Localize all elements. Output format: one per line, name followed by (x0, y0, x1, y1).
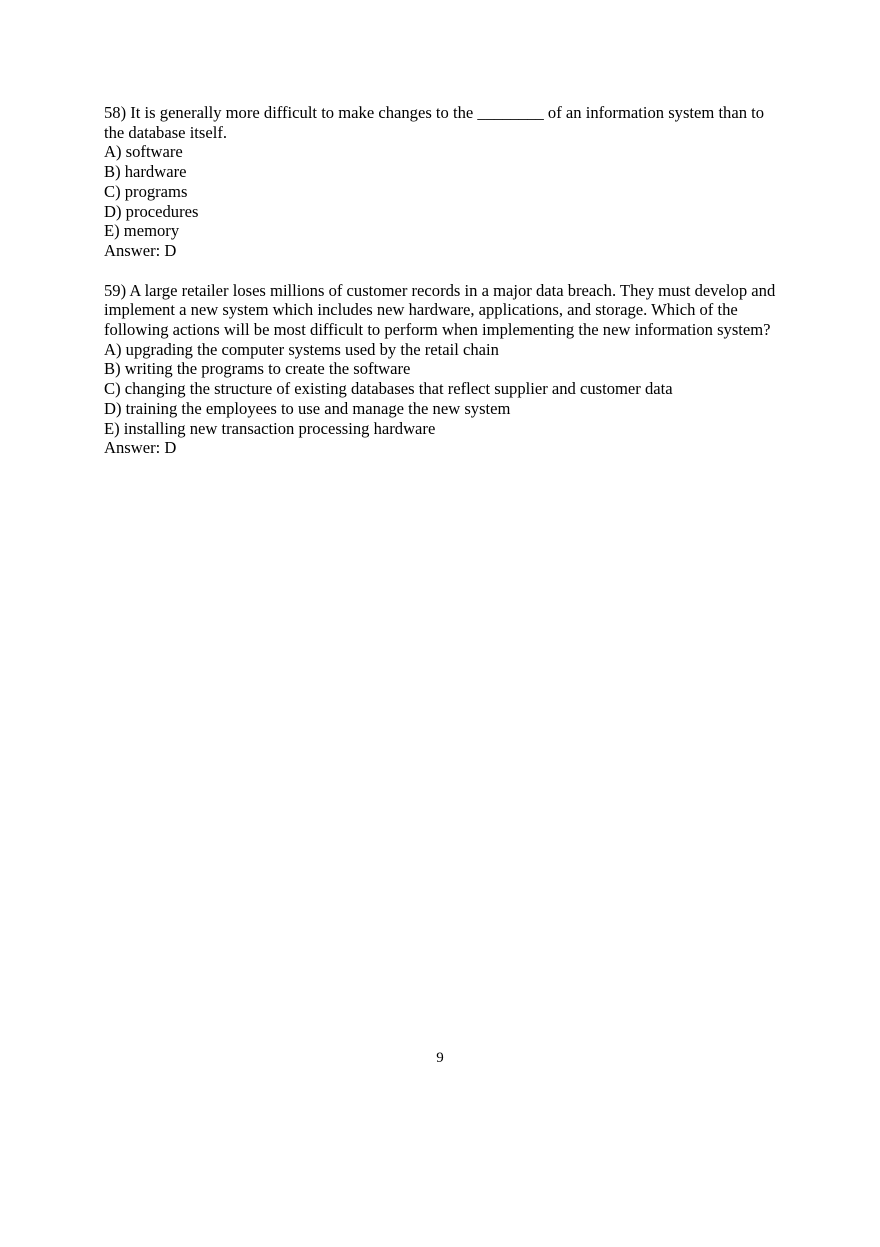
option-c: C) changing the structure of existing databases that reflect supplier and customer data (104, 379, 673, 399)
option-e: E) memory (104, 221, 180, 241)
option-d: D) procedures (104, 201, 199, 221)
page-number: 9 (436, 1050, 444, 1066)
answer-line: Answer: D (104, 438, 177, 458)
option-c: C) programs (104, 181, 188, 201)
option-b: B) writing the programs to create the software (104, 359, 411, 379)
option-a: A) upgrading the computer systems used by the retail chain (104, 339, 499, 359)
question-list (104, 103, 784, 458)
option-a: A) software (104, 142, 183, 162)
answer-line: Answer: D (104, 240, 177, 260)
question-stem: 59) A large retailer loses millions of customer records in a major data breach. They must develop and implement a new system which includes new hardware, applications, and storage. Which of the following actions will be most difficult to perform when implementing the new information system? (104, 280, 776, 340)
question-stem: 58) It is generally more difficult to make changes to the ________ of an information system than to the database itself. (104, 103, 765, 142)
question-58 (104, 103, 784, 261)
option-d: D) training the employees to use and manage the new system (104, 398, 511, 418)
option-e: E) installing new transaction processing hardware (104, 418, 436, 438)
question-59 (104, 281, 784, 458)
option-b: B) hardware (104, 162, 187, 182)
